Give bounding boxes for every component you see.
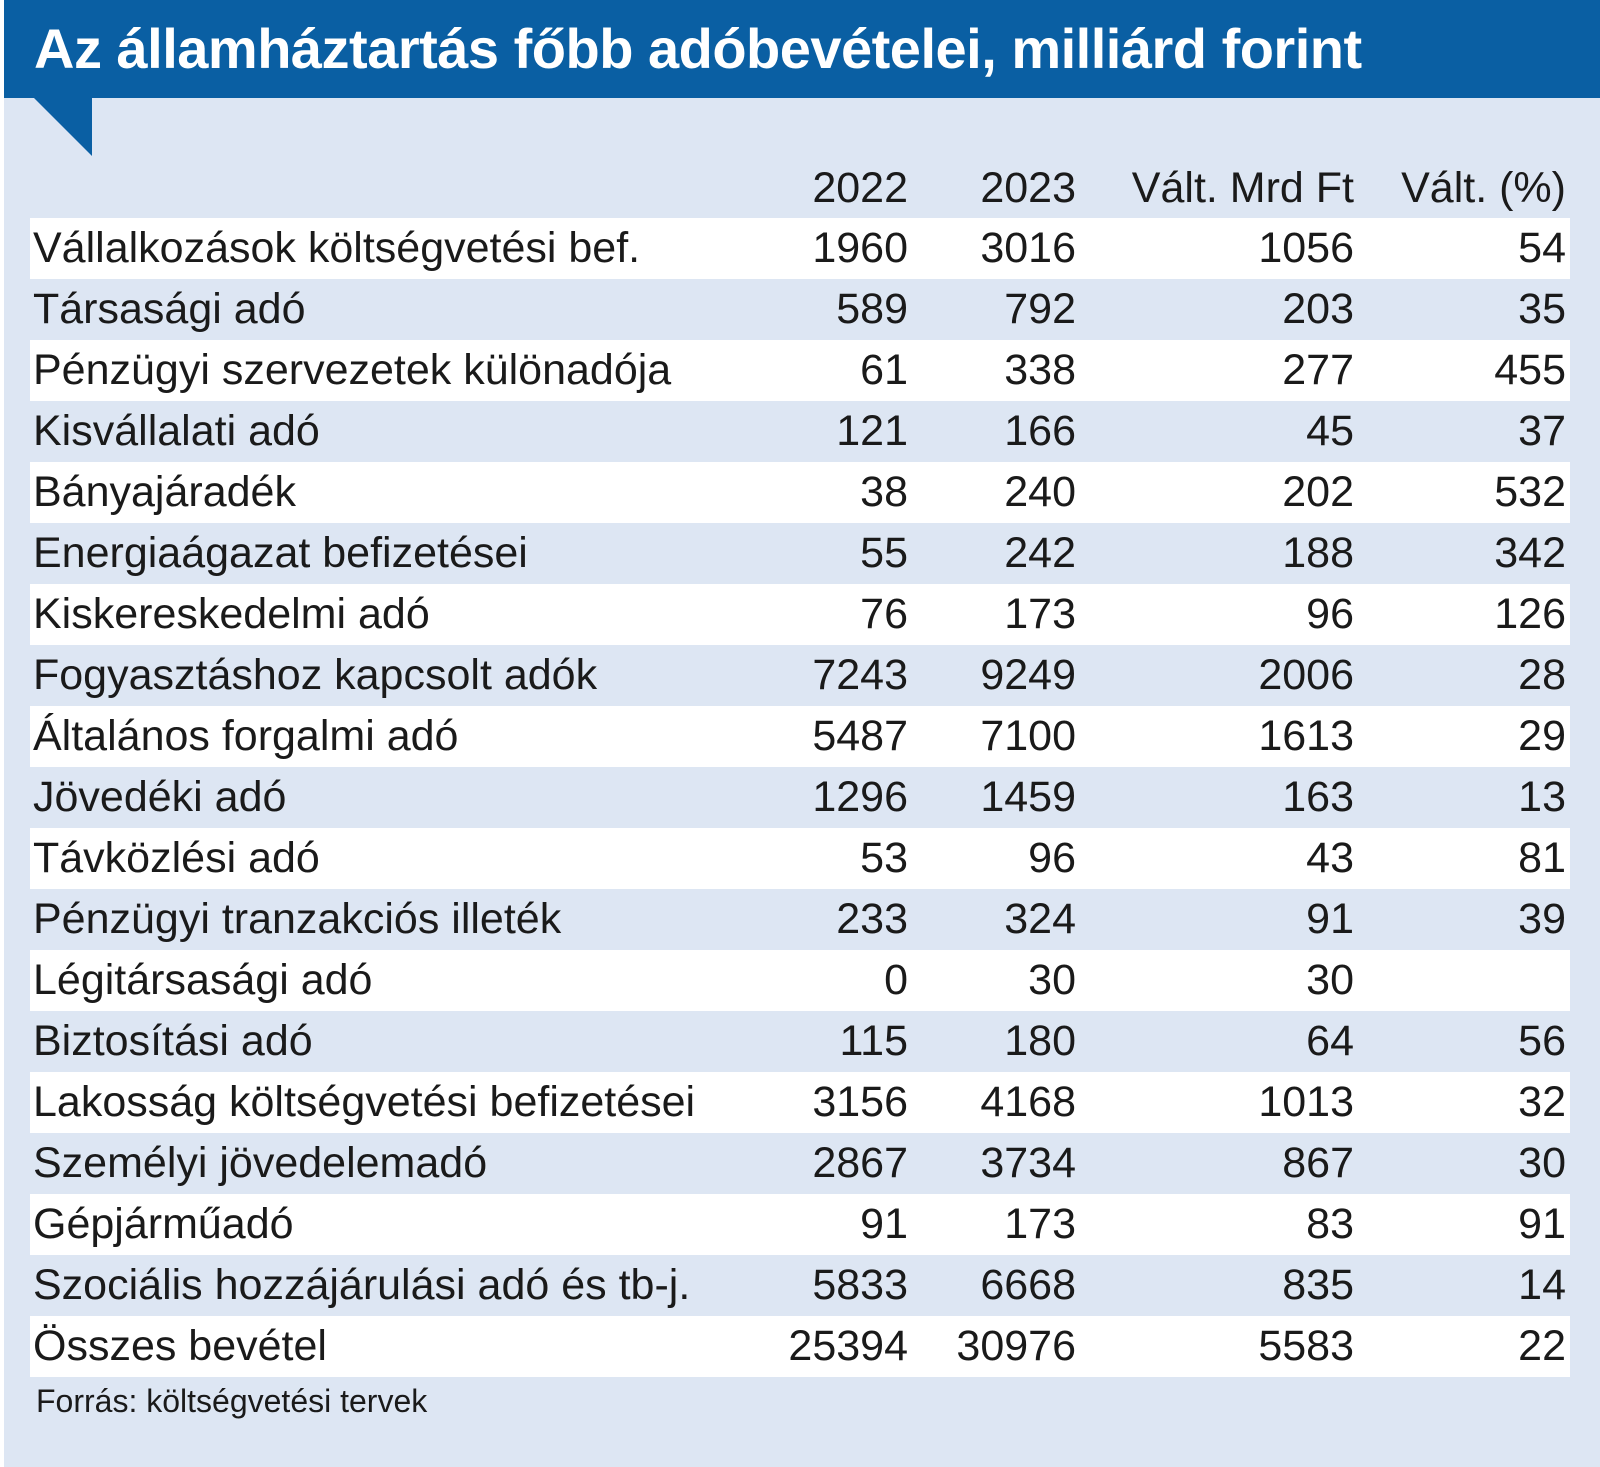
table-row: [30, 1133, 1570, 1194]
chart-title: Az államháztartás főbb adóbevételei, milliárd forint: [34, 17, 1362, 80]
cell-change-mrd: 1056: [1258, 224, 1354, 272]
cell-2023: 240: [1004, 468, 1076, 516]
cell-2023: 6668: [980, 1261, 1076, 1309]
cell-change-pct: 37: [1518, 407, 1566, 455]
cell-2022: 115: [839, 1017, 908, 1065]
row-label: Összes bevétel: [33, 1322, 327, 1370]
column-header-change-mrd: Vált. Mrd Ft: [1131, 164, 1354, 212]
cell-2023: 242: [1004, 529, 1076, 577]
cell-change-pct: 28: [1518, 651, 1566, 699]
table-row: [30, 218, 1570, 279]
table-row: [30, 1255, 1570, 1316]
row-label: Kiskereskedelmi adó: [33, 590, 430, 638]
cell-2023: 3016: [980, 224, 1076, 272]
cell-2023: 1459: [980, 773, 1076, 821]
table-row: [30, 462, 1570, 523]
row-label: Energiaágazat befizetései: [33, 529, 528, 577]
cell-2022: 0: [884, 956, 908, 1004]
row-label: Jövedéki adó: [33, 773, 287, 821]
cell-change-mrd: 835: [1282, 1261, 1354, 1309]
cell-change-pct: 91: [1518, 1200, 1566, 1248]
cell-2023: 96: [1028, 834, 1076, 882]
source-note: Forrás: költségvetési tervek: [36, 1383, 428, 1419]
cell-2022: 233: [836, 895, 908, 943]
cell-change-pct: 32: [1518, 1078, 1566, 1126]
row-label: Gépjárműadó: [33, 1200, 294, 1248]
cell-2022: 91: [860, 1200, 908, 1248]
row-label: Vállalkozások költségvetési bef.: [33, 224, 641, 272]
cell-change-mrd: 188: [1282, 529, 1354, 577]
table-row: [30, 828, 1570, 889]
cell-2022: 53: [860, 834, 908, 882]
cell-change-pct: 30: [1518, 1139, 1566, 1187]
cell-change-pct: 35: [1518, 285, 1566, 333]
cell-2023: 180: [1004, 1017, 1076, 1065]
cell-change-pct: 56: [1518, 1017, 1566, 1065]
cell-change-pct: 13: [1518, 773, 1566, 821]
cell-2023: 3734: [980, 1139, 1076, 1187]
cell-change-mrd: 163: [1282, 773, 1354, 821]
cell-2023: 173: [1004, 590, 1076, 638]
cell-2023: 30976: [956, 1322, 1076, 1370]
row-label: Bányajáradék: [33, 468, 296, 516]
cell-change-mrd: 2006: [1258, 651, 1354, 699]
cell-change-pct: 54: [1518, 224, 1566, 272]
row-label: Fogyasztáshoz kapcsolt adók: [33, 651, 598, 699]
table-row: [30, 340, 1570, 401]
data-table: [30, 218, 1570, 1377]
cell-2022: 1960: [812, 224, 908, 272]
cell-change-mrd: 43: [1306, 834, 1354, 882]
cell-change-mrd: 5583: [1258, 1322, 1354, 1370]
cell-2022: 38: [860, 468, 908, 516]
cell-change-pct: 126: [1494, 590, 1566, 638]
column-header-2022: 2022: [812, 164, 908, 212]
cell-change-pct: 14: [1518, 1261, 1566, 1309]
table-row: [30, 523, 1570, 584]
cell-change-pct: 532: [1494, 468, 1566, 516]
cell-2023: 792: [1004, 285, 1076, 333]
cell-2023: 9249: [980, 651, 1076, 699]
title-tail-icon: [34, 98, 92, 156]
cell-2022: 121: [836, 407, 908, 455]
row-label: Pénzügyi szervezetek különadója: [33, 346, 672, 394]
cell-change-pct: 39: [1518, 895, 1566, 943]
cell-change-mrd: 277: [1282, 346, 1354, 394]
cell-2022: 5833: [812, 1261, 908, 1309]
cell-change-mrd: 202: [1282, 468, 1354, 516]
cell-2023: 324: [1004, 895, 1076, 943]
cell-change-pct: 81: [1518, 834, 1566, 882]
cell-2023: 338: [1004, 346, 1076, 394]
table-row: [30, 706, 1570, 767]
table-row: [30, 950, 1570, 1011]
cell-change-pct: 29: [1518, 712, 1566, 760]
row-label: Személyi jövedelemadó: [33, 1139, 488, 1187]
row-label: Légitársasági adó: [33, 956, 373, 1004]
row-label: Távközlési adó: [33, 834, 320, 882]
cell-change-mrd: 83: [1306, 1200, 1354, 1248]
row-label: Biztosítási adó: [33, 1017, 313, 1065]
cell-change-mrd: 91: [1306, 895, 1354, 943]
cell-change-mrd: 1013: [1258, 1078, 1354, 1126]
row-label: Általános forgalmi adó: [33, 712, 459, 760]
cell-change-mrd: 45: [1306, 407, 1354, 455]
row-label: Szociális hozzájárulási adó és tb-j.: [33, 1261, 691, 1309]
table-row: [30, 1011, 1570, 1072]
cell-2022: 7243: [812, 651, 908, 699]
cell-2022: 589: [836, 285, 908, 333]
cell-change-mrd: 30: [1306, 956, 1354, 1004]
column-header-2023: 2023: [980, 164, 1076, 212]
table-row: [30, 584, 1570, 645]
cell-2022: 5487: [812, 712, 908, 760]
table-row: [30, 767, 1570, 828]
table-row: [30, 1194, 1570, 1255]
cell-2022: 76: [860, 590, 908, 638]
table-row: [30, 1316, 1570, 1377]
table-row: [30, 889, 1570, 950]
table-row: [30, 401, 1570, 462]
table-row: [30, 645, 1570, 706]
table-row: [30, 1072, 1570, 1133]
cell-2022: 61: [860, 346, 908, 394]
cell-2022: 25394: [788, 1322, 908, 1370]
row-label: Kisvállalati adó: [33, 407, 320, 455]
cell-2023: 173: [1004, 1200, 1076, 1248]
cell-change-mrd: 1613: [1258, 712, 1354, 760]
cell-2023: 166: [1004, 407, 1076, 455]
cell-2022: 55: [860, 529, 908, 577]
cell-2022: 1296: [812, 773, 908, 821]
cell-change-pct: 22: [1518, 1322, 1566, 1370]
cell-2022: 2867: [812, 1139, 908, 1187]
table-row: [30, 279, 1570, 340]
cell-change-mrd: 64: [1306, 1017, 1354, 1065]
cell-2022: 3156: [812, 1078, 908, 1126]
cell-change-pct: 455: [1494, 346, 1566, 394]
row-label: Lakosság költségvetési befizetései: [33, 1078, 696, 1126]
column-header-change-pct: Vált. (%): [1401, 164, 1566, 212]
cell-2023: 30: [1028, 956, 1076, 1004]
table-header: [30, 158, 1570, 218]
cell-2023: 7100: [980, 712, 1076, 760]
cell-change-mrd: 96: [1306, 590, 1354, 638]
cell-change-mrd: 203: [1282, 285, 1354, 333]
cell-change-pct: 342: [1494, 529, 1566, 577]
row-label: Társasági adó: [33, 285, 306, 333]
row-label: Pénzügyi tranzakciós illeték: [33, 895, 562, 943]
cell-change-mrd: 867: [1282, 1139, 1354, 1187]
cell-2023: 4168: [980, 1078, 1076, 1126]
